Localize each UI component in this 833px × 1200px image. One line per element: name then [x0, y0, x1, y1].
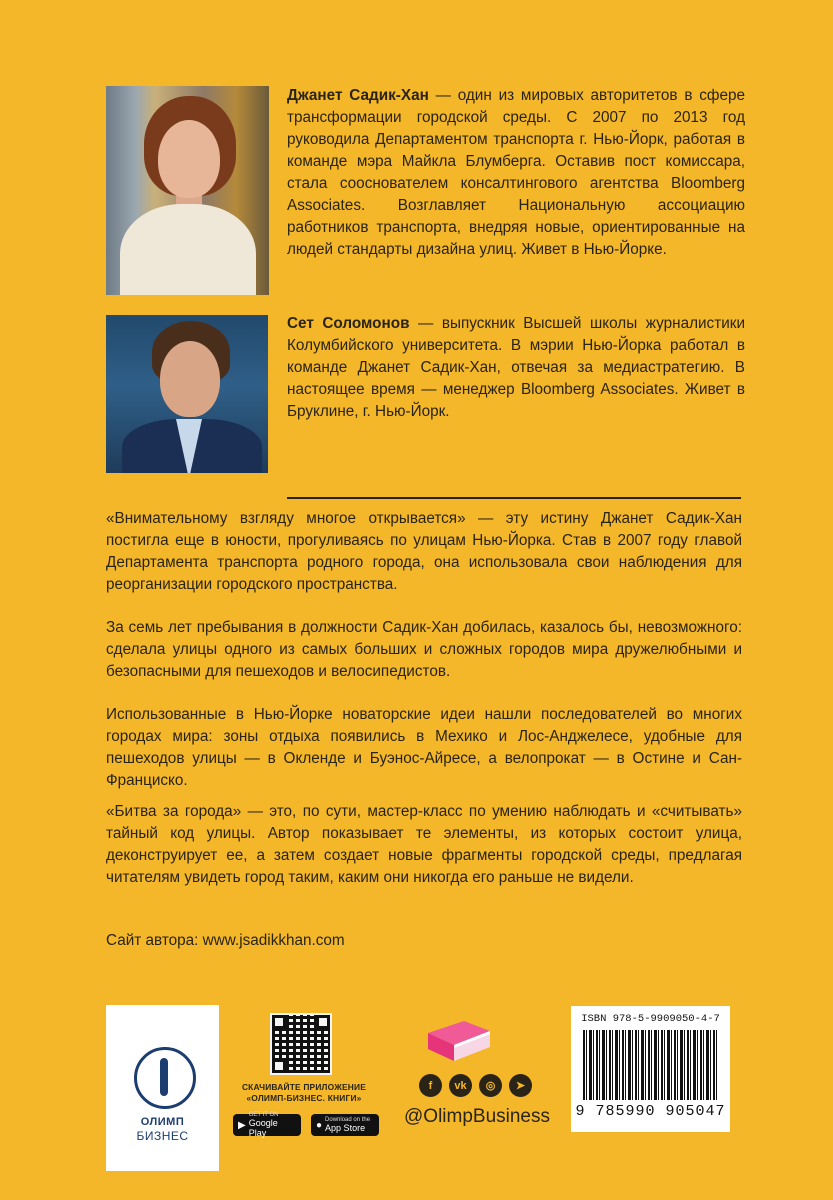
google-play-small: GET IT ON: [248, 1112, 279, 1118]
publisher-name-line2: БИЗНЕС: [136, 1129, 189, 1143]
social-handle[interactable]: @OlimpBusiness: [404, 1106, 550, 1127]
author-photo-janette: [106, 86, 269, 295]
apple-icon: ●: [316, 1119, 323, 1131]
description-paragraph-3: Использованные в Нью-Йорке новаторские идеи нашли последователей во многих городах мира: зоны отдыха появились в Мехико и Лос-Анджелесе, удобные для пешеходов улицы — в Окленде и Буэнос-Айресе, а велопрокат — в Остине и Сан-Франциско.: [106, 706, 742, 789]
book-icon: [424, 1017, 494, 1063]
author-name-1: Джанет Садик-Хан: [287, 87, 429, 104]
author-bio-text-2: — выпускник Высшей школы журналистики Колумбийского университета. В мэрии Нью-Йорка работал в команде Джанет Садик-Хан, отвечая за медиастратегию. В настоящее время — менеджер Bloomberg Associates. Живет в Бруклине, г. Нью-Йорк.: [287, 315, 745, 420]
ean-number: 9 785990 905047: [575, 1103, 726, 1120]
qr-code-icon[interactable]: [270, 1013, 332, 1075]
play-icon: ▶: [238, 1119, 246, 1131]
author-bio-1: [287, 85, 745, 261]
author-photo-seth: [106, 315, 268, 473]
barcode: [571, 1006, 730, 1132]
telegram-icon[interactable]: ➤: [509, 1074, 532, 1097]
divider: [287, 497, 741, 499]
instagram-icon[interactable]: ◎: [479, 1074, 502, 1097]
author-bio-2: [287, 313, 745, 423]
barcode-bars: [583, 1030, 719, 1100]
app-promo-line1: СКАЧИВАЙТЕ ПРИЛОЖЕНИЕ: [241, 1082, 367, 1092]
author-bio-text-1: — один из мировых авторитетов в сфере трансформации городской среды. С 2007 по 2013 год руководила Департаментом транспорта г. Нью-Йорк, работая в команде мэра Майкла Блумберга. Оставив пост комиссара, стала сооснователем консалтингового агентства Bloomberg Associates. Возглавляет Национальную ассоциацию работников транспорта, внедряя новые, ориентированные на людей стандарты дизайна улиц. Живет в Нью-Йорке.: [287, 87, 746, 258]
author-website[interactable]: Сайт автора: www.jsadikkhan.com: [106, 932, 345, 949]
app-store-label: App Store: [325, 1123, 366, 1133]
google-play-badge[interactable]: [233, 1114, 301, 1136]
isbn-text: ISBN 978-5-9909050-4-7: [581, 1013, 720, 1025]
description-paragraph-4: «Битва за города» — это, по сути, мастер-класс по умению наблюдать и «считывать» тайный код улицы. Автор показывает те элементы, из которых состоит улица, деконструирует ее, а затем создает новые фрагменты городской среды, предлагая читателям увидеть город таким, каким они никогда его раньше не видели.: [106, 803, 742, 886]
publisher-name-line1: ОЛИМП: [140, 1116, 185, 1128]
app-promo-line2: «ОЛИМП-БИЗНЕС. КНИГИ»: [246, 1093, 362, 1103]
app-store-small: Download on the: [325, 1117, 371, 1123]
description-paragraph-2: За семь лет пребывания в должности Садик-Хан добилась, казалось бы, невозможного: сделала улицы одного из самых больших и сложных городов мира дружелюбными и безопасными для пешеходов и велосипедистов.: [106, 619, 742, 680]
google-play-label: Google Play: [248, 1118, 278, 1138]
author-name-2: Сет Соломонов: [287, 315, 410, 332]
description-paragraph-1: «Внимательному взгляду многое открывается» — эту истину Джанет Садик-Хан постигла еще в юности, прогуливаясь по улицам Нью-Йорка. Став в 2007 году главой Департамента транспорта родного города, она использовала свои наблюдения для реорганизации городского пространства.: [106, 510, 742, 593]
app-store-badge[interactable]: [311, 1114, 379, 1136]
olympic-flame-icon: [134, 1047, 196, 1109]
vk-icon[interactable]: vk: [449, 1074, 472, 1097]
publisher-logo: [106, 1005, 219, 1171]
facebook-icon[interactable]: f: [419, 1074, 442, 1097]
